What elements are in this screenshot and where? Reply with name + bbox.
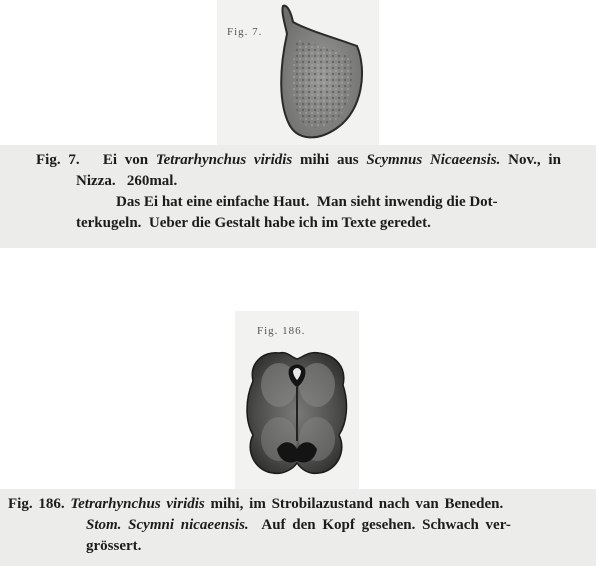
figure-186-plate-label: Fig. 186.: [257, 325, 306, 337]
figure-186-caption: [8, 494, 586, 557]
figure-7-caption-line-4: terkugeln. Ueber die Gestalt habe ich im Texte geredet.: [76, 215, 431, 231]
figure-7-mid1: mihi aus: [300, 152, 359, 168]
figure-7-caption-line-2: Nizza. 260mal.: [76, 173, 178, 189]
figure-7-plate-label: Fig. 7.: [227, 26, 263, 38]
figure-7-post1: Nov., in: [508, 152, 561, 168]
figure-7-host: Scymnus Nicaeensis.: [366, 152, 501, 168]
figure-7-ref: Fig. 7.: [36, 152, 80, 168]
figure-7-species: Tetrarhynchus viridis: [155, 152, 293, 168]
figure-186-post1: mihi, im Strobilazustand nach van Beneden.: [210, 496, 504, 512]
figure-186-caption-line-1: [8, 494, 586, 515]
figure-7-caption-line-3: Das Ei hat eine einfache Haut. Man sieht inwendig die Dot-: [116, 194, 498, 210]
figure-186-caption-line-2: [8, 515, 586, 536]
figure-186-host: Stom. Scymni nicaeensis.: [86, 517, 249, 533]
figure-7-caption-line-1: [36, 150, 584, 171]
figure-186-plate: [235, 311, 359, 489]
figure-7-plate: [217, 0, 379, 145]
figure-7-caption: [36, 150, 584, 234]
figure-186-species: Tetrarhynchus viridis: [70, 496, 205, 512]
figure-186-ref: Fig. 186.: [8, 496, 65, 512]
figure-7-pre1: Ei von: [102, 152, 149, 168]
scolex-illustration: [235, 311, 359, 489]
figure-186-caption-line-3: grössert.: [86, 538, 142, 554]
egg-illustration: [217, 0, 379, 145]
figure-186-post2: Auf den Kopf gesehen. Schwach ver-: [261, 517, 511, 533]
